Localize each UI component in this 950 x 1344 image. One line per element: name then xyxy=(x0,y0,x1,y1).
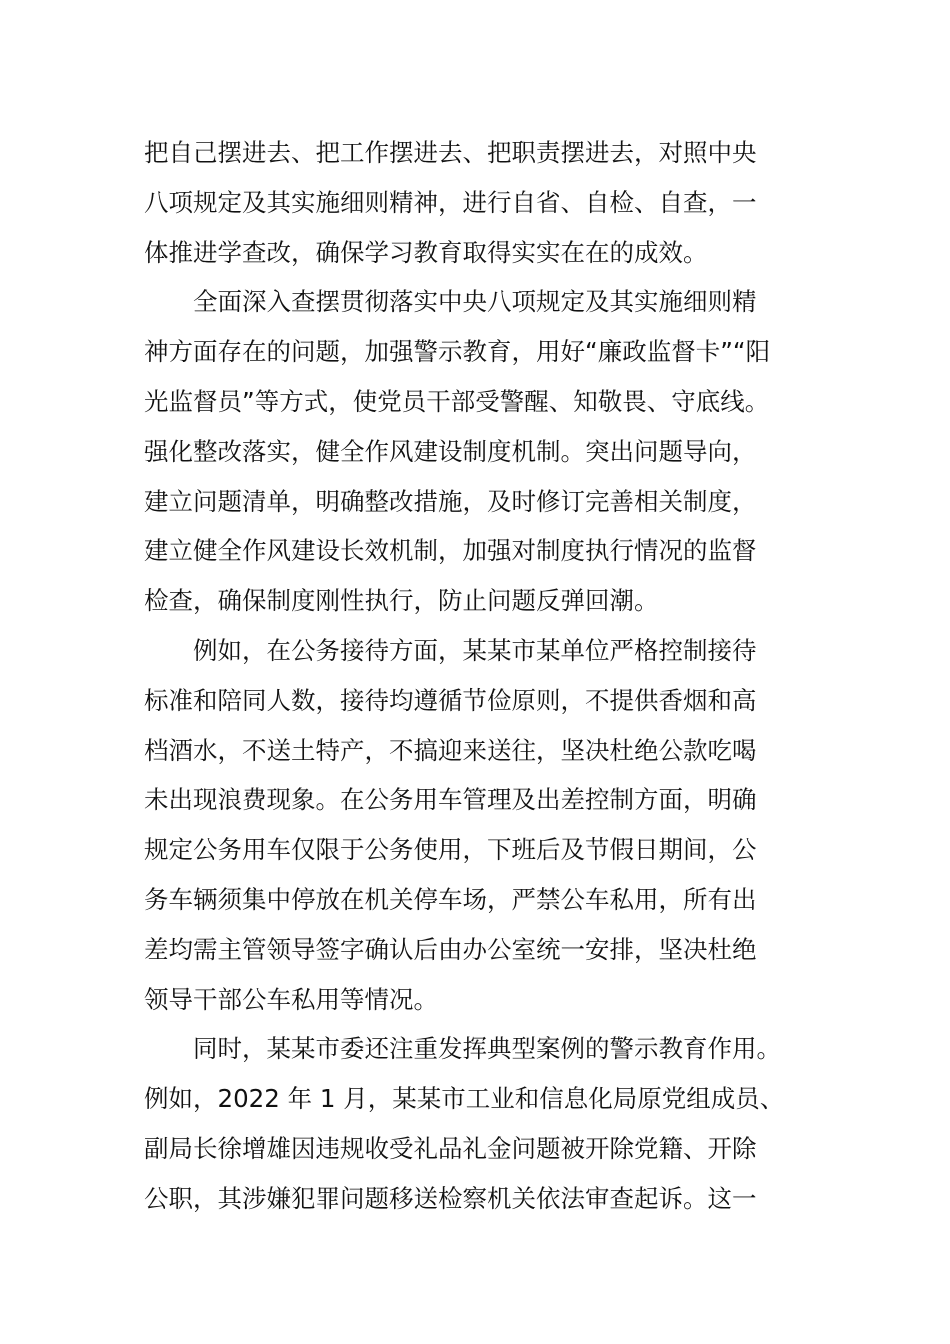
text-line: 八项规定及其实施细则精神，进行自省、自检、自查，一 xyxy=(144,187,757,217)
text-line: 领导干部公车私用等情况。 xyxy=(144,984,438,1014)
text-line: 建立问题清单，明确整改措施，及时修订完善相关制度， xyxy=(144,486,757,516)
text-line: 神方面存在的问题，加强警示教育，用好“廉政监督卡”“阳 xyxy=(144,337,771,367)
text-line: 规定公务用车仅限于公务使用，下班后及节假日期间，公 xyxy=(144,835,757,865)
text-line: 同时，某某市委还注重发挥典型案例的警示教育作用。 xyxy=(193,1034,781,1064)
text-line: 务车辆须集中停放在机关停车场，严禁公车私用，所有出 xyxy=(144,884,757,914)
text-line: 把自己摆进去、把工作摆进去、把职责摆进去，对照中央 xyxy=(144,138,757,167)
text-line: 建立健全作风建设长效机制，加强对制度执行情况的监督 xyxy=(144,536,757,566)
text-line: 差均需主管领导签字确认后由办公室统一安排，坚决杜绝 xyxy=(144,934,757,964)
document-body xyxy=(144,128,808,1224)
text-line: 体推进学查改，确保学习教育取得实实在在的成效。 xyxy=(144,237,708,267)
text-line: 例如，2022 年 1 月，某某市工业和信息化局原党组成员、 xyxy=(144,1084,785,1114)
paragraph-2 xyxy=(144,277,808,626)
paragraph-4 xyxy=(144,1024,808,1223)
paragraph-3 xyxy=(144,626,808,1024)
text-line: 全面深入查摆贯彻落实中央八项规定及其实施细则精 xyxy=(193,287,757,317)
text-line: 光监督员”等方式，使党员干部受警醒、知敬畏、守底线。 xyxy=(144,386,770,416)
text-line: 副局长徐增雄因违规收受礼品礼金问题被开除党籍、开除 xyxy=(144,1133,757,1163)
text-line: 未出现浪费现象。在公务用车管理及出差控制方面，明确 xyxy=(144,785,757,815)
text-line: 例如，在公务接待方面，某某市某单位严格控制接待 xyxy=(193,635,757,665)
text-line: 档酒水，不送土特产，不搞迎来送往，坚决杜绝公款吃喝 xyxy=(144,735,757,765)
text-line: 强化整改落实，健全作风建设制度机制。突出问题导向， xyxy=(144,436,757,466)
text-line: 公职，其涉嫌犯罪问题移送检察机关依法审查起诉。这一 xyxy=(144,1183,757,1213)
paragraph-1 xyxy=(144,128,808,277)
text-line: 检查，确保制度刚性执行，防止问题反弹回潮。 xyxy=(144,586,659,616)
text-line: 标准和陪同人数，接待均遵循节俭原则，不提供香烟和高 xyxy=(144,685,757,715)
